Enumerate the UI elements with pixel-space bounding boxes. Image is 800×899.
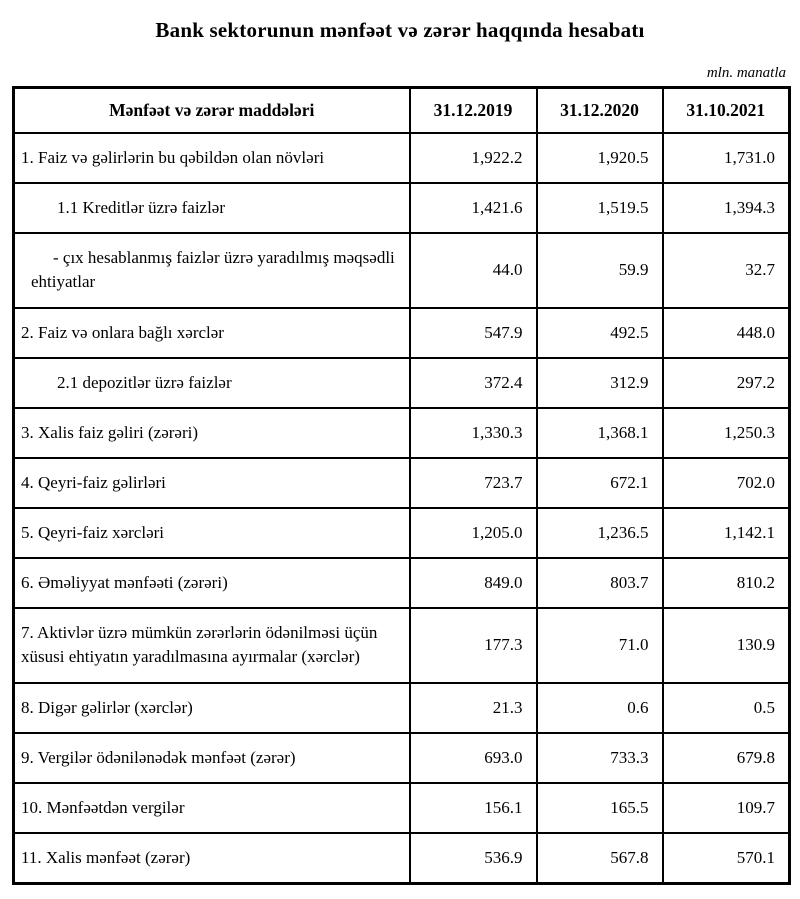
row-value: 312.9 — [537, 358, 663, 408]
row-value: 1,205.0 — [410, 508, 537, 558]
row-value: 1,142.1 — [663, 508, 790, 558]
row-label: 5. Qeyri-faiz xərcləri — [14, 508, 410, 558]
row-value: 130.9 — [663, 608, 790, 682]
row-value: 1,250.3 — [663, 408, 790, 458]
row-label: 3. Xalis faiz gəliri (zərəri) — [14, 408, 410, 458]
header-row — [14, 88, 790, 134]
table-row — [14, 558, 790, 608]
row-value: 1,421.6 — [410, 183, 537, 233]
table-row — [14, 308, 790, 358]
row-value: 1,731.0 — [663, 133, 790, 183]
table-row — [14, 133, 790, 183]
row-label: 2. Faiz və onlara bağlı xərclər — [14, 308, 410, 358]
table-row — [14, 183, 790, 233]
row-value: 297.2 — [663, 358, 790, 408]
row-value: 567.8 — [537, 833, 663, 884]
column-header-items: Mənfəət və zərər maddələri — [14, 88, 410, 134]
row-value: 702.0 — [663, 458, 790, 508]
row-value: 1,920.5 — [537, 133, 663, 183]
table-row — [14, 783, 790, 833]
table-row — [14, 408, 790, 458]
row-value: 679.8 — [663, 733, 790, 783]
table-row — [14, 508, 790, 558]
row-label: - çıx hesablanmış faizlər üzrə yaradılmış məqsədli ehtiyatlar — [14, 233, 410, 307]
table-row — [14, 458, 790, 508]
row-value: 0.6 — [537, 683, 663, 733]
row-label: 4. Qeyri-faiz gəlirləri — [14, 458, 410, 508]
column-header-2020: 31.12.2020 — [537, 88, 663, 134]
table-row — [14, 608, 790, 682]
row-label: 1. Faiz və gəlirlərin bu qəbildən olan növləri — [14, 133, 410, 183]
row-value: 1,519.5 — [537, 183, 663, 233]
profit-loss-table — [12, 86, 791, 885]
row-value: 71.0 — [537, 608, 663, 682]
row-value: 372.4 — [410, 358, 537, 408]
row-value: 1,394.3 — [663, 183, 790, 233]
row-label: 6. Əməliyyat mənfəəti (zərəri) — [14, 558, 410, 608]
row-value: 547.9 — [410, 308, 537, 358]
row-value: 1,922.2 — [410, 133, 537, 183]
row-value: 156.1 — [410, 783, 537, 833]
row-value: 32.7 — [663, 233, 790, 307]
column-header-2019: 31.12.2019 — [410, 88, 537, 134]
row-value: 44.0 — [410, 233, 537, 307]
row-value: 1,236.5 — [537, 508, 663, 558]
row-value: 810.2 — [663, 558, 790, 608]
table-row — [14, 358, 790, 408]
row-value: 723.7 — [410, 458, 537, 508]
page-title: Bank sektorunun mənfəət və zərər haqqında hesabatı — [155, 18, 645, 42]
table-header — [14, 88, 790, 134]
row-label: 7. Aktivlər üzrə mümkün zərərlərin ödənilməsi üçün xüsusi ehtiyatın yaradılmasına ayırmalar (xərclər) — [14, 608, 410, 682]
row-label: 11. Xalis mənfəət (zərər) — [14, 833, 410, 884]
row-value: 849.0 — [410, 558, 537, 608]
row-label: 8. Digər gəlirlər (xərclər) — [14, 683, 410, 733]
table-body — [14, 133, 790, 884]
row-value: 693.0 — [410, 733, 537, 783]
row-value: 1,330.3 — [410, 408, 537, 458]
row-value: 803.7 — [537, 558, 663, 608]
table-row — [14, 833, 790, 884]
row-value: 21.3 — [410, 683, 537, 733]
row-value: 570.1 — [663, 833, 790, 884]
row-value: 448.0 — [663, 308, 790, 358]
row-label: 2.1 depozitlər üzrə faizlər — [14, 358, 410, 408]
row-label: 1.1 Kreditlər üzrə faizlər — [14, 183, 410, 233]
row-value: 59.9 — [537, 233, 663, 307]
table-row — [14, 233, 790, 307]
row-value: 733.3 — [537, 733, 663, 783]
column-header-2021: 31.10.2021 — [663, 88, 790, 134]
row-value: 0.5 — [663, 683, 790, 733]
row-value: 492.5 — [537, 308, 663, 358]
table-row — [14, 733, 790, 783]
row-value: 1,368.1 — [537, 408, 663, 458]
table-row — [14, 683, 790, 733]
row-value: 536.9 — [410, 833, 537, 884]
row-value: 109.7 — [663, 783, 790, 833]
row-label: 10. Mənfəətdən vergilər — [14, 783, 410, 833]
unit-note: mln. manatla — [706, 65, 786, 81]
row-value: 165.5 — [537, 783, 663, 833]
row-label: 9. Vergilər ödənilənədək mənfəət (zərər) — [14, 733, 410, 783]
row-value: 177.3 — [410, 608, 537, 682]
row-value: 672.1 — [537, 458, 663, 508]
